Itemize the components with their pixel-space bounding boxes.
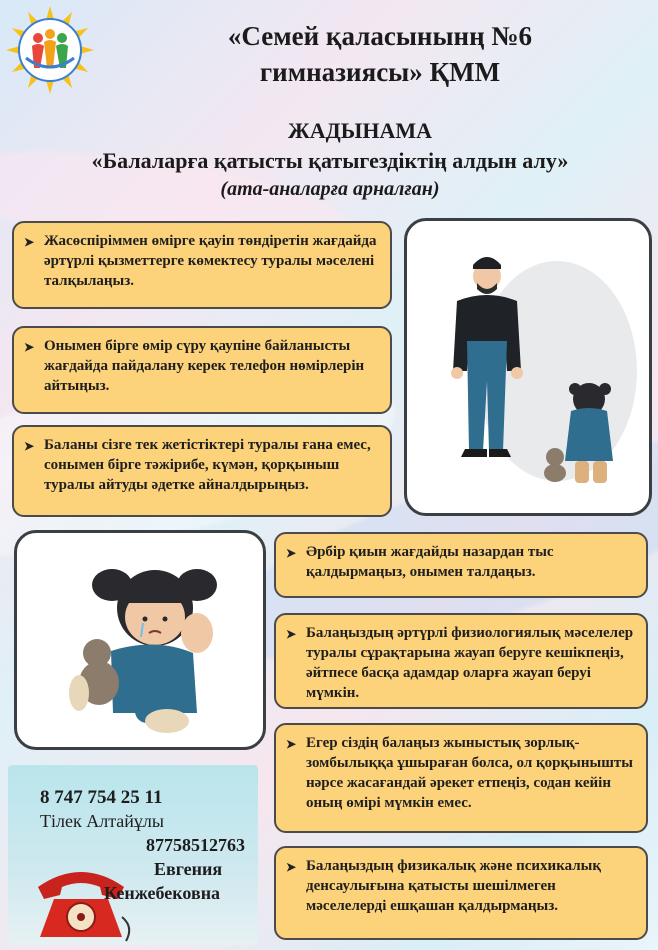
illustration-crying-girl xyxy=(14,530,266,750)
page-title xyxy=(150,18,610,90)
tip-box xyxy=(12,326,392,414)
arrow-right-icon: ➤ xyxy=(286,860,297,874)
arrow-right-icon: ➤ xyxy=(24,439,35,453)
arrow-right-icon: ➤ xyxy=(24,235,35,249)
school-logo-icon xyxy=(4,4,96,96)
tip-text: Онымен бірге өмір сүру қаупіне байланысты жағдайда пайдалану керек телефон нөмірлерін айтыңыз. xyxy=(44,338,365,394)
topic-heading: «Балаларға қатысты қатыгездіктің алдын алу» xyxy=(91,148,569,173)
contact-phone-1: 8 747 754 25 11 xyxy=(40,787,163,808)
tip-text: Баланы сізге тек жетістіктері туралы ғана емес, сонымен бірге тәжірибе, күмән, қорқыныш туралы айтуды әдетке айналдырыңыз. xyxy=(44,437,371,493)
tip-box xyxy=(274,613,648,709)
crying-girl-illustration xyxy=(17,533,263,747)
arrow-right-icon: ➤ xyxy=(286,737,297,751)
arrow-right-icon: ➤ xyxy=(24,340,35,354)
illustration-parent-child xyxy=(404,218,652,516)
tip-text: Жасөспіріммен өмірге қауіп төндіретін жағдайда әртүрлі қызметтерге көмектесу туралы мәселені талқылаңыз. xyxy=(44,233,377,289)
tip-text: Егер сіздің балаңыз жыныстық зорлық-зомбылыққа ұшыраған болса, ол қорқынышты нәрсе жасағандай әрекет етпеңіз, содан кейін оның өмірі мүмкін емес. xyxy=(306,735,633,811)
tip-text: Балаңыздың әртүрлі физиологиялық мәселелер туралы сұрақтарына жауап беруге кешікпеңіз, әйтпесе басқа адамдар оларға жауап беруі мүмкін. xyxy=(306,625,634,701)
tip-box xyxy=(274,846,648,940)
tip-box xyxy=(274,723,648,833)
tip-box xyxy=(12,425,392,517)
tip-box xyxy=(12,221,392,309)
angry-parent-illustration xyxy=(407,221,649,513)
tip-text: Әрбір қиын жағдайды назардан тыс қалдырмаңыз, онымен талдаңыз. xyxy=(306,544,554,580)
arrow-right-icon: ➤ xyxy=(286,627,297,641)
title-line-1: «Семей қаласынынң №6 xyxy=(227,21,533,51)
tip-box xyxy=(274,532,648,598)
contact-phone-2: 87758512763 xyxy=(146,835,245,855)
contact-name-2-first: Евгения xyxy=(154,859,223,879)
audience-subtitle: (ата-аналарға арналған) xyxy=(220,178,440,200)
title-line-2: гимназиясы» ҚММ xyxy=(259,57,501,87)
contact-name-2-last: Кенжебековна xyxy=(104,883,221,903)
memo-heading: ЖАДЫНАМА xyxy=(287,118,433,143)
contact-name-1: Тілек Алтайұлы xyxy=(40,811,164,831)
tip-text: Балаңыздың физикалық және психикалық денсаулығына қатысты шешілмеген мәселелерді ешқашан қалдырмаңыз. xyxy=(306,858,602,914)
arrow-right-icon: ➤ xyxy=(286,546,297,560)
contact-panel xyxy=(8,765,258,945)
